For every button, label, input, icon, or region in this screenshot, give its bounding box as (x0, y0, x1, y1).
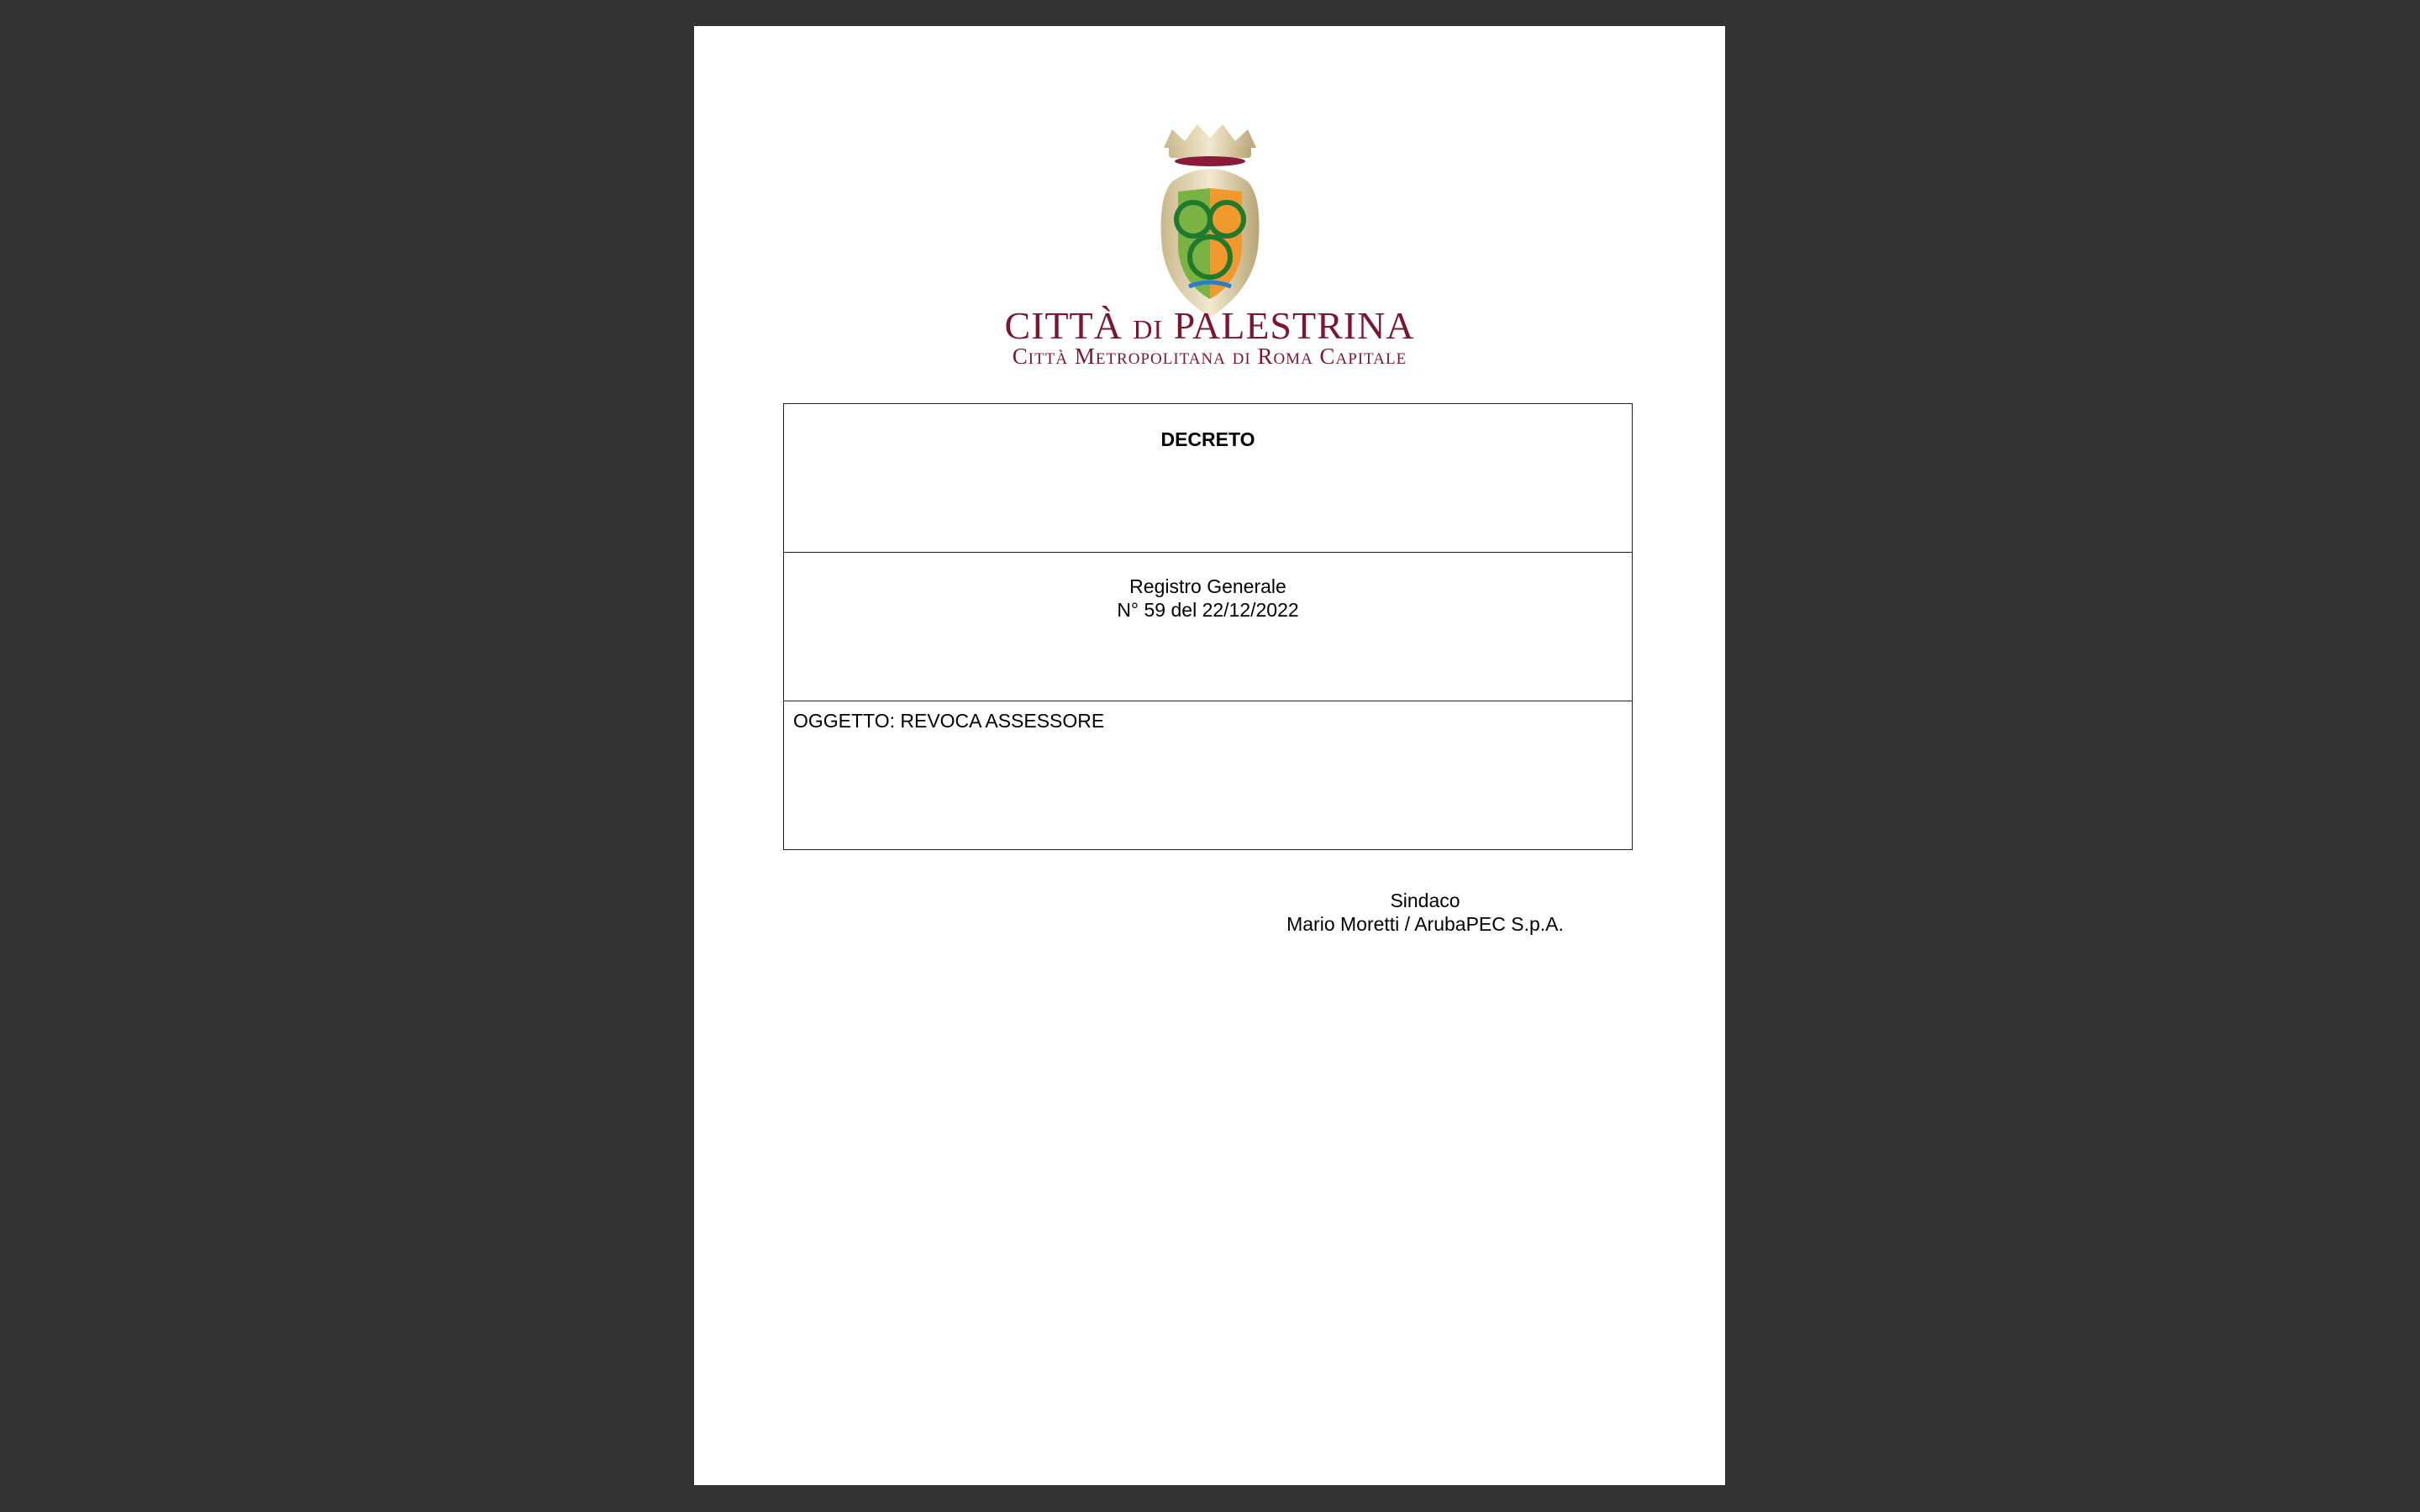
city-subtitle: Città Metropolitana di Roma Capitale (1012, 344, 1407, 369)
decree-type-cell (783, 403, 1633, 553)
city-prefix: CITTÀ (1004, 304, 1123, 347)
register-cell (783, 552, 1633, 701)
signature-block (1265, 889, 1585, 936)
decree-type: DECRETO (1160, 428, 1255, 450)
signer-name: Mario Moretti / ArubaPEC S.p.A. (1286, 913, 1564, 935)
subject-cell (783, 701, 1633, 850)
coat-of-arms-icon (1155, 123, 1265, 321)
register-label: Registro Generale (1129, 575, 1286, 597)
document-page (694, 26, 1725, 1485)
city-di: DI (1133, 314, 1164, 344)
subject-text: OGGETTO: REVOCA ASSESSORE (793, 710, 1105, 732)
register-number: N° 59 del 22/12/2022 (1117, 599, 1299, 621)
signer-role: Sindaco (1390, 890, 1460, 911)
city-name: PALESTRINA (1173, 304, 1415, 347)
